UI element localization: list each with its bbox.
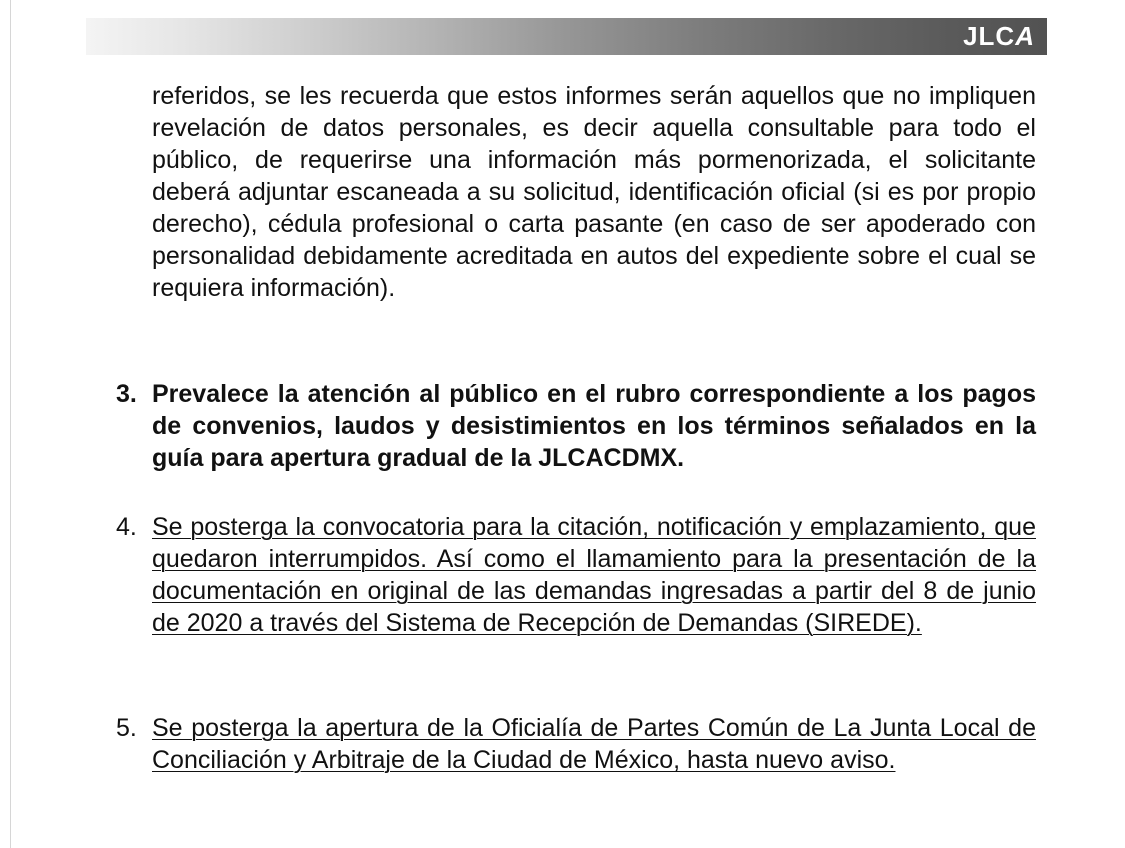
document-header-bar (86, 18, 1047, 55)
list-item-number: 5. (116, 714, 137, 742)
jlca-logo (963, 21, 1035, 51)
list-item-number: 3. (116, 380, 137, 408)
list-item-text: Se posterga la convocatoria para la citación, notificación y emplazamiento, que quedaron interrumpidos. Así como el llamamiento para la presentación de la documentación en original de las demandas ingresadas a partir del 8 de junio de 2020 a través del Sistema de Recepción de Demandas (SIREDE). (152, 513, 1036, 637)
page-left-edge (10, 0, 11, 848)
intro-paragraph: referidos, se les recuerda que estos informes serán aquellos que no impliquen revelación de datos personales, es decir aquella consultable para todo el público, de requerirse una información más pormenorizada, el solicitante deberá adjuntar escaneada a su solicitud, identificación oficial (si es por propio derecho), cédula profesional o carta pasante (en caso de ser apoderado con personalidad debidamente acreditada en autos del expediente sobre el cual se requiera información). (152, 82, 1036, 302)
list-item-text: Se posterga la apertura de la Oficialía de Partes Común de La Junta Local de Conciliación y Arbitraje de la Ciudad de México, hasta nuevo aviso. (152, 714, 1036, 774)
list-item-text: Prevalece la atención al público en el rubro correspondiente a los pagos de convenios, laudos y desistimientos en los términos señalados en la guía para apertura gradual de la JLCACDMX. (152, 380, 1036, 472)
list-item-number: 4. (116, 513, 137, 541)
logo-tail-text: A (1015, 21, 1035, 51)
logo-main-text: JLC (963, 21, 1016, 51)
